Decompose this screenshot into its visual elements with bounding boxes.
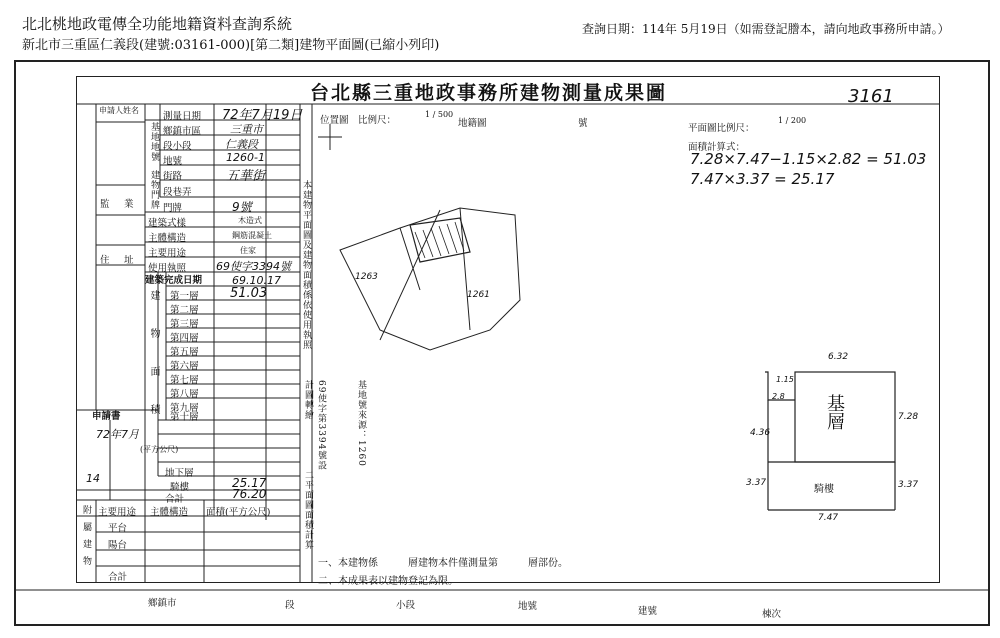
note-design: 69使字第3394號設計圖轉繪 <box>303 380 326 471</box>
application-no: 14 <box>86 472 100 485</box>
lane-label: 段巷弄 <box>163 187 192 198</box>
footer-subsection: 小段 <box>396 600 416 611</box>
door-label: 建物門牌 <box>149 170 159 210</box>
plan-dim-left: 4.36 <box>750 428 771 438</box>
cadastral-label: 地籍圖 <box>458 118 487 129</box>
floor-6: 第六層 <box>170 361 199 372</box>
completion-label: 建築完成日期 <box>145 275 203 286</box>
map-lot-1261: 1261 <box>467 290 490 300</box>
plan-balcony-label: 騎樓 <box>814 484 834 495</box>
main-structure-label: 主體構造 <box>148 233 187 244</box>
number-label-cell: 門牌 <box>163 203 183 214</box>
street-label: 街路 <box>163 171 183 182</box>
application-label: 申請書 <box>92 411 121 422</box>
plan-top-dim: 6.32 <box>828 352 849 362</box>
floor-3: 第三層 <box>170 319 199 330</box>
unit-label: (平方公尺) <box>140 445 179 454</box>
section: 仁義段 <box>225 138 258 151</box>
floor1-area: 51.03 <box>230 286 268 301</box>
area-calc-label: 面積計算式： <box>688 142 746 153</box>
footer-section: 段 <box>285 600 295 611</box>
plan-dim-h2: 2.8 <box>772 392 785 401</box>
basement-label: 地下層 <box>165 468 194 479</box>
plan-floor-label: 基層 <box>824 394 845 430</box>
attach-row-balcony: 陽台 <box>108 540 128 551</box>
position-map-label: 位置圖 比例尺： <box>320 115 397 126</box>
balcony-label: 騎樓 <box>170 482 190 493</box>
query-date: 查詢日期：114年 5月19日（如需登記謄本，請向地政事務所申請。） <box>582 22 950 36</box>
township-label: 鄉鎮市區 <box>163 126 202 137</box>
street: 五華街 <box>226 169 266 184</box>
applicant-label: 申請人姓名 <box>99 106 139 115</box>
section-label: 段小段 <box>163 141 192 152</box>
floors-label: 建物面積 <box>148 290 159 442</box>
main-structure: 鋼筋混凝土 <box>232 231 272 240</box>
footer-note-2: 二、本成果表以建物登記為限。 <box>318 576 458 587</box>
structure-type: 木造式 <box>238 216 262 225</box>
township: 三重市 <box>230 123 263 136</box>
left-small-1: 監 <box>100 199 110 210</box>
document-number: 3161 <box>848 86 894 107</box>
total-label: 合計 <box>165 494 185 505</box>
survey-date-label: 測量日期 <box>163 111 202 122</box>
application-date: 72年7月 <box>96 428 139 441</box>
floor-2: 第二層 <box>170 305 199 316</box>
lot: 1260-1 <box>226 151 265 164</box>
left-small-3: 住 <box>100 255 110 266</box>
plan-dim-bottom-left: 3.37 <box>746 478 767 488</box>
footer-note-1: 一、本建物係 層建物本件僅測量第 層部份。 <box>318 558 568 569</box>
plan-dim-right: 7.28 <box>898 412 919 422</box>
door-number: 9號 <box>232 200 252 214</box>
left-small-4: 址 <box>124 255 134 266</box>
left-small-2: 業 <box>124 199 134 210</box>
permit-label: 使用執照 <box>148 263 187 274</box>
number-label: 號 <box>578 118 588 129</box>
attach-row-total: 合計 <box>108 572 128 583</box>
attach-use-label: 主要用途 <box>98 507 137 518</box>
footer-lot: 地號 <box>518 601 538 612</box>
floor-8: 第八層 <box>170 389 199 400</box>
plan-bottom-dim: 7.47 <box>818 513 839 523</box>
attach-area-label: 面積(平方公尺) <box>206 507 271 518</box>
lot-label: 地號 <box>163 156 183 167</box>
system-title: 北北桃地政電傳全功能地籍資料查詢系統 <box>22 15 293 33</box>
attach-row-platform: 平台 <box>108 523 128 534</box>
base-lot-label: 基地地號 <box>149 122 159 162</box>
floor-4: 第四層 <box>170 333 199 344</box>
total-area: 76.20 <box>232 487 267 501</box>
floor-10: 第十層 <box>170 412 199 423</box>
footer-township: 鄉鎮市 <box>148 598 177 609</box>
survey-date: 72年7月19日 <box>222 108 303 123</box>
main-use: 住家 <box>240 246 256 255</box>
document-title: 台北縣三重地政事務所建物測量成果圖 <box>310 82 668 104</box>
note-base-source: 基地號來源：1260 <box>356 380 366 467</box>
floor-7: 第七層 <box>170 375 199 386</box>
floor-5: 第五層 <box>170 347 199 358</box>
plan-scale: 1 / 200 <box>778 116 807 125</box>
area-calc-1: 7.28×7.47−1.15×2.82 = 51.03 <box>690 150 927 168</box>
plan-dim-h1: 1.15 <box>776 375 794 384</box>
plan-scale-label: 平面圖比例尺： <box>688 123 755 134</box>
main-use-label: 主要用途 <box>148 248 187 259</box>
completion-date: 69.10.17 <box>232 274 281 287</box>
attach-struct-label: 主體構造 <box>150 507 189 518</box>
footer-building-no: 建號 <box>638 606 658 617</box>
permit: 69使字3394號 <box>216 260 291 273</box>
balcony-area: 25.17 <box>232 476 267 490</box>
document-subtitle: 新北市三重區仁義段(建號:03161-000)[第二類]建物平面圖(已縮小列印) <box>22 38 440 53</box>
note-permit: 本建物平面圖及建物面積係依使用執照 <box>301 180 311 350</box>
area-calc-2: 7.47×3.37 = 25.17 <box>690 170 835 188</box>
footer-block: 棟次 <box>762 609 782 620</box>
floor-9: 第九層 <box>170 403 199 414</box>
map-lot-1263: 1263 <box>355 272 378 282</box>
floor-1: 第一層 <box>170 291 199 302</box>
position-scale: 1 / 500 <box>425 110 454 119</box>
attach-label: 附屬建物 <box>81 505 91 573</box>
structure-type-label: 建築式樣 <box>148 218 187 229</box>
note-area-calc: 二平面圖面積計算 <box>303 470 313 550</box>
plan-dim-bottom-right: 3.37 <box>898 480 919 490</box>
